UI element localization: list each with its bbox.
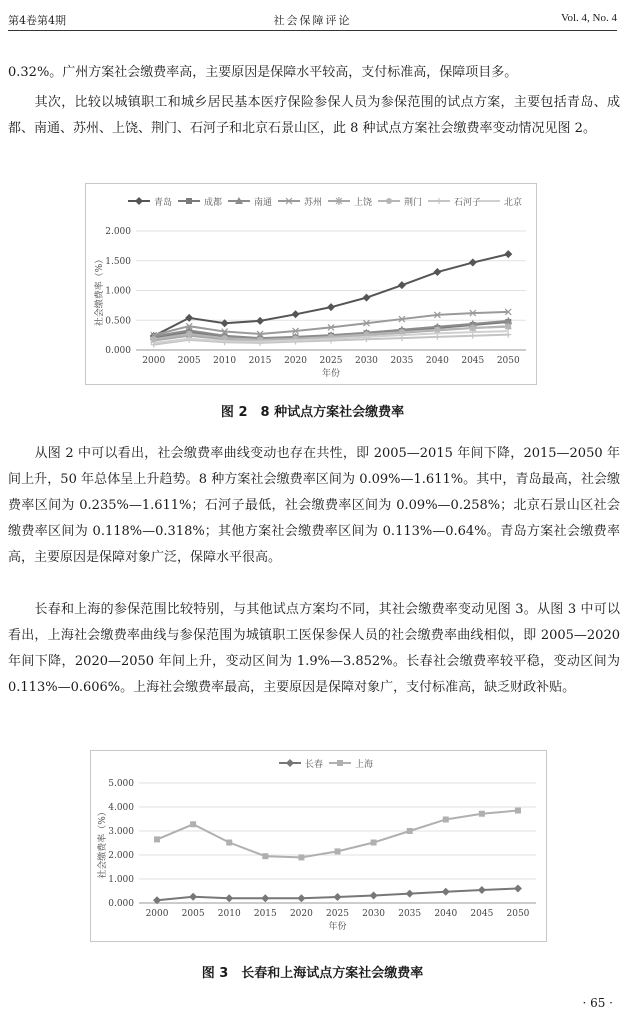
data-point bbox=[442, 888, 450, 896]
data-point bbox=[334, 893, 342, 901]
y-tick-label: 0.500 bbox=[105, 316, 131, 327]
figure-3-svg bbox=[91, 751, 546, 941]
data-point bbox=[298, 854, 304, 860]
data-point bbox=[479, 811, 485, 817]
data-point bbox=[154, 836, 160, 842]
data-point bbox=[226, 840, 232, 846]
data-point bbox=[292, 310, 300, 318]
journal-title: 社会保障评论 bbox=[273, 14, 352, 27]
data-point bbox=[478, 886, 486, 894]
data-point bbox=[297, 894, 305, 902]
x-tick-label: 2010 bbox=[213, 356, 237, 366]
y-axis-title: 社会缴费率（%） bbox=[95, 254, 105, 327]
x-tick-label: 2035 bbox=[390, 356, 414, 366]
running-header bbox=[8, 12, 617, 28]
data-point bbox=[505, 332, 511, 338]
legend-label: 北京 bbox=[504, 198, 523, 208]
data-point bbox=[406, 890, 414, 898]
data-point bbox=[371, 840, 377, 846]
paragraph-2: 其次，比较以城镇职工和城乡居民基本医疗保险参保人员为参保范围的试点方案，主要包括青岛、成都、南通、苏州、上饶、荆门、石河子和北京石景山区，此 8 种试点方案社会缴费率变动情况见图 2。 bbox=[8, 95, 620, 136]
x-tick-label: 2015 bbox=[248, 356, 272, 366]
data-point bbox=[256, 317, 264, 325]
data-point bbox=[186, 331, 192, 337]
data-point bbox=[434, 327, 440, 333]
x-tick-label: 2005 bbox=[181, 909, 205, 919]
data-point bbox=[327, 303, 335, 311]
y-tick-label: 3.000 bbox=[108, 827, 134, 837]
legend-label: 长春 bbox=[305, 760, 324, 770]
x-tick-label: 2000 bbox=[142, 356, 166, 366]
x-tick-label: 2045 bbox=[461, 356, 485, 366]
legend-label: 上饶 bbox=[354, 198, 373, 208]
legend-label: 上海 bbox=[355, 760, 374, 770]
data-point bbox=[151, 336, 157, 342]
data-point bbox=[370, 892, 378, 900]
figure-3-caption: 图 3 长春和上海试点方案社会缴费率 bbox=[201, 966, 424, 981]
data-point bbox=[470, 333, 476, 339]
paragraph-1: 0.32%。广州方案社会缴费率高，主要原因是保障水平较高，支付标准高，保障项目多。 bbox=[8, 65, 518, 80]
data-point bbox=[515, 808, 521, 814]
y-tick-label: 1.000 bbox=[105, 286, 131, 297]
chart-legend bbox=[279, 758, 373, 770]
data-point bbox=[434, 334, 440, 340]
x-axis-title: 年份 bbox=[328, 922, 347, 932]
figure-2-caption: 图 2 8 种试点方案社会缴费率 bbox=[220, 405, 405, 420]
x-tick-label: 2025 bbox=[326, 909, 349, 919]
legend-marker bbox=[286, 759, 294, 767]
data-point bbox=[443, 816, 449, 822]
legend-label: 成都 bbox=[204, 198, 223, 208]
x-tick-label: 2050 bbox=[496, 356, 520, 366]
y-tick-label: 4.000 bbox=[108, 803, 134, 813]
x-tick-label: 2035 bbox=[398, 909, 422, 919]
chart-legend bbox=[128, 196, 522, 208]
x-tick-label: 2030 bbox=[362, 909, 386, 919]
issue-label: 第4卷第4期 bbox=[8, 14, 66, 27]
legend-label: 石河子 bbox=[454, 198, 482, 208]
x-tick-label: 2005 bbox=[177, 356, 201, 366]
figure-3-chart bbox=[90, 750, 547, 942]
data-point bbox=[504, 250, 512, 258]
x-tick-label: 2050 bbox=[506, 909, 530, 919]
x-tick-label: 2040 bbox=[434, 909, 458, 919]
series-上海 bbox=[154, 808, 521, 861]
y-tick-label: 1.500 bbox=[105, 256, 131, 267]
data-point bbox=[261, 894, 269, 902]
x-tick-label: 2010 bbox=[217, 909, 241, 919]
series-line bbox=[154, 254, 509, 336]
legend-marker bbox=[186, 198, 192, 204]
y-tick-label: 1.000 bbox=[108, 875, 134, 885]
data-point bbox=[433, 268, 441, 276]
y-tick-label: 0.000 bbox=[108, 899, 134, 909]
data-point bbox=[362, 294, 370, 302]
x-tick-label: 2015 bbox=[253, 909, 277, 919]
data-point bbox=[335, 848, 341, 854]
series-长春 bbox=[153, 884, 522, 904]
data-point bbox=[225, 894, 233, 902]
data-point bbox=[407, 828, 413, 834]
y-tick-label: 0.000 bbox=[105, 346, 131, 356]
data-point bbox=[262, 853, 268, 859]
x-tick-label: 2040 bbox=[425, 356, 449, 366]
legend-marker bbox=[337, 760, 343, 766]
header-rule bbox=[8, 30, 617, 31]
volume-label: Vol. 4, No. 4 bbox=[560, 12, 617, 24]
data-point bbox=[514, 884, 522, 892]
figure-2-svg bbox=[86, 184, 536, 384]
y-tick-label: 2.000 bbox=[108, 851, 134, 861]
data-point bbox=[190, 821, 196, 827]
data-point bbox=[505, 324, 511, 330]
legend-label: 荆门 bbox=[404, 198, 423, 208]
x-tick-label: 2030 bbox=[355, 356, 378, 366]
legend-label: 青岛 bbox=[154, 198, 173, 208]
y-axis-title: 社会缴费率（%） bbox=[98, 807, 108, 879]
data-point bbox=[398, 281, 406, 289]
x-tick-label: 2000 bbox=[145, 909, 169, 919]
legend-marker bbox=[436, 198, 442, 204]
x-tick-label: 2020 bbox=[289, 909, 313, 919]
x-tick-label: 2025 bbox=[319, 356, 343, 366]
data-point bbox=[469, 259, 477, 267]
paragraph-4: 长春和上海的参保范围比较特别，与其他试点方案均不同，其社会缴费率变动见图 3。从图 3 中可以看出，上海社会缴费率曲线与参保范围为城镇职工医保参保人员的社会缴费率曲线相似，即 2005—2020 年间下降，2020—2050 年间上升，变动区间为 1.9%—3.852%。长春社会缴费率较平稳，变动区间为 0.113%—0.606%。上海社会缴费率最高，主要原因是保障对象广，支付标准高，缺乏财政补贴。 bbox=[8, 602, 620, 695]
page-number: · 65 · bbox=[582, 996, 613, 1010]
legend-marker bbox=[135, 197, 143, 205]
x-tick-label: 2020 bbox=[284, 356, 307, 366]
y-tick-label: 2.000 bbox=[105, 227, 131, 237]
y-tick-label: 5.000 bbox=[108, 779, 134, 789]
x-axis-title: 年份 bbox=[321, 369, 341, 379]
legend-label: 南通 bbox=[254, 198, 273, 208]
figure-2-chart bbox=[85, 183, 537, 385]
legend-label: 苏州 bbox=[304, 198, 323, 208]
data-point bbox=[189, 893, 197, 901]
x-tick-label: 2045 bbox=[470, 909, 494, 919]
legend-marker bbox=[386, 198, 392, 204]
paragraph-3: 从图 2 中可以看出，社会缴费率曲线变动也存在共性，即 2005—2015 年间下降，2015—2050 年间上升，50 年总体呈上升趋势。8 种方案社会缴费率区间为 0.09%—1.611%。其中，青岛最高，社会缴费率区间为 0.235%—1.611%；石河子最低，社会缴费率区间为 0.09%—0.258%；北京石景山区社会缴费率区间为 0.118%—0.318%；其他方案社会缴费率区间为 0.113%—0.64%。青岛方案社会缴费率高，主要原因是保障对象广泛，保障水平很高。 bbox=[8, 446, 620, 565]
data-point bbox=[470, 325, 476, 331]
